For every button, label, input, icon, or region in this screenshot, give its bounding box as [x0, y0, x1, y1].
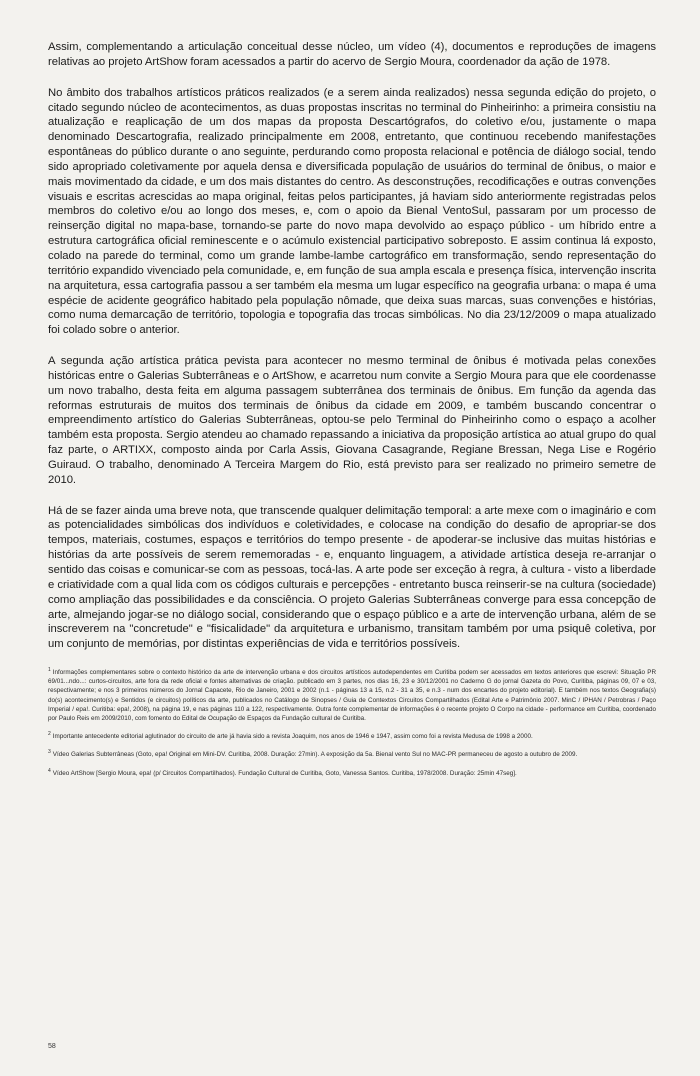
footnote: [48, 750, 656, 759]
footnote-number: 4: [48, 767, 51, 774]
footnote-text: Importante antecedente editorial aglutinador do circuito de arte já havia sido a revista Joaquim, nos anos de 1946 e 1947, assim como foi a revista Medusa de 1998 a 2000.: [52, 733, 533, 741]
footnote-text: Informações complementares sobre o contexto histórico da arte de intervenção urbana e dos circuitos artísticos autodependentes em Curitiba podem ser acessados em textos anteriores que escrevi: Situação PR 69/01...ndo...: curtos-circuitos, arte fora da rede oficial e fontes alternativas de criação. publicado em 3 partes, nos dias 16, 23 e 30/12/2001 no Caderno G do jornal Gazeta do Povo, Curitiba, páginas 09, 07 e 03, respectivamente; e nos 3 primeiros números do Jornal Capacete, Rio de Janeiro, 2001 e 2002 (n.1 - páginas 13 a 15, n.2 - 31 a 35, e n.3 - num dos encartes do projeto editorial). E também nos textos Geografia(s) do(s) acontecimento(s) e Sentidos (e circuitos) políticos da arte, publicados no Catálogo de Sinopses / Guia de Contextos Circuitos Compartilhados (Edital Arte e Patrimônio 2007. MinC / IPHAN / Petrobras / Paço Imperial / epa!. Curitiba: epa!, 2008), na página 19, e nas páginas 110 a 122, respectivamente. Outra fonte complementar de informações é o recente projeto O Corpo na cidade - performance em Curitiba, coordenado por Paulo Reis em 2009/2010, com fomento do Edital de Ocupação de Espaços da Fundação cultural de Curitiba.: [48, 669, 656, 723]
footnote-text: Vídeo ArtShow [Sergio Moura, epa! (p/ Circuitos Compartilhados). Fundação Cultural de Curitiba, Goto, Vanessa Santos. Curitiba, 1978/2008. Duração: 25min 47seg].: [52, 769, 517, 777]
paragraph: Há de se fazer ainda uma breve nota, que transcende qualquer delimitação temporal: a arte mexe com o imaginário e com as potencialidades simbólicas dos indivíduos e coletividades, e colocase na condição do desafio de apropriar-se dos tempos, materiais, costumes, espaços e territórios do tempo presente - de apoderar-se inclusive das muitas histórias e histórias da arte possíveis de serem rememoradas - e, enquanto linguagem, a atividade artística deseja re-arranjar o sentido das coisas e comunicar-se com as pessoas, tocá-las. A arte pode ser exceção à regra, à cultura - visto a liberdade e criatividade com a qual lida com os códigos culturais e percepções - entretanto busca reinserir-se na cultura (sociedade) como ampliação das possibilidades e da consciência. O projeto Galerias Subterrâneas converge para essa concepção de arte, almejando jogar-se no diálogo social, considerando que o espaço público e a arte de intervenção urbana, além de se inscreverem na "concretude" e "fisicalidade" da arquitetura e urbanismo, transitam também por uma psiquê coletiva, por um conjunto de memórias, por distintas experiências de vida e territórios possíveis.: [48, 504, 656, 651]
footnote: [48, 732, 656, 741]
footnote-number: 2: [48, 731, 51, 738]
footnote-number: 1: [48, 666, 51, 673]
footnote: [48, 769, 656, 778]
paragraph: Assim, complementando a articulação conceitual desse núcleo, um vídeo (4), documentos e reproduções de imagens relativas ao projeto ArtShow foram acessados a partir do acervo de Sergio Moura, coordenador da ação de 1978.: [48, 41, 656, 68]
paragraph: No âmbito dos trabalhos artísticos práticos realizados (e a serem ainda realizados) nessa segunda edição do projeto, o citado segundo núcleo de acontecimentos, as duas propostas inscritas no terminal do Pinheirinho: a primeira consistiu na atualização e reaplicação de um dos mapas da proposta Descartógrafos, do coletivo e/ou, justamente o mapa denominado Descartografia, realizado principalmente em 2008, entretanto, que continuou recebendo manifestações espontâneas do público durante o ano seguinte, perdurando como proposta relacional e potência de diálogo social, tendo sido apropriado coletivamente por aquela densa e diversificada população de usuários do terminal de ônibus, o maior e mais movimentado da cidade, e um dos mais distantes do centro. As desconstruções, recodificações e outras convenções visuais e escritas acrescidas ao mapa original, feitas pelos participantes, já haviam sido anteriormente registradas pelos membros do coletivo e/ou ao longo dos meses, e, com o apoio da Bienal VentoSul, passaram por um processo de reinserção digital no mapa-base, tornando-se parte do novo mapa devolvido ao espaço público - um híbrido entre a estrutura cartográfica oficial reminescente e o acúmulo existencial participativo sobreposto. E assim continua lá exposto, colado na parede do terminal, como um grande lambe-lambe cartográfico em transformação, sendo representação do território expandido vivenciado pela comunidade, e, em função de sua ampla escala e presença física, intervenção inscrita na arquitetura, essa cartografia passou a ser também ela mesma um lugar específico na geografia urbana: o mapa é uma espécie de acidente geográfico habitado pela população nômade, que deixa suas marcas, suas convenções e histórias, como numa demarcação de território, topologia e topografia das trocas simbólicas. No dia 23/12/2009 o mapa atualizado foi colado sobre o anterior.: [48, 86, 656, 337]
paragraph: A segunda ação artística prática pevista para acontecer no mesmo terminal de ônibus é motivada pelas conexões históricas entre o Galerias Subterrâneas e o ArtShow, e acarretou num convite a Sergio Moura para que ele coordenasse um novo trabalho, desta feita em alguma passagem subterrânea dos terminais de ônibus. Em função da agenda das reformas estruturais de muitos dos terminais de ônibus da cidade em 2009, e também buscando concentrar o empreendimento artístico do Galerias Subterrâneas, optou-se pelo Terminal do Pinheirinho como o espaço a acolher também esta proposta. Sergio atendeu ao chamado repassando a iniciativa da proposição artística ao atual grupo do qual faz parte, o ARTIXX, composto ainda por Carla Assis, Giovana Casagrande, Regiane Bressan, Nega Lise e Rogério Guiraud. O trabalho, denominado A Terceira Margem do Rio, está previsto para ser realizado no primeiro semetre de 2010.: [48, 355, 656, 486]
footnote-text: Vídeo Galerias Subterrâneas (Goto, epa! Original em Mini-DV. Curitiba, 2008. Duração: 27min). A exposição da 5a. Bienal vento Sul no MAC-PR permaneceu de agosto a outubro de 2009.: [52, 751, 578, 759]
body-text: [48, 40, 656, 652]
footnote: [48, 668, 656, 723]
footnote-number: 3: [48, 749, 51, 756]
page-number: 58: [48, 1043, 56, 1050]
footnotes: [48, 668, 656, 778]
